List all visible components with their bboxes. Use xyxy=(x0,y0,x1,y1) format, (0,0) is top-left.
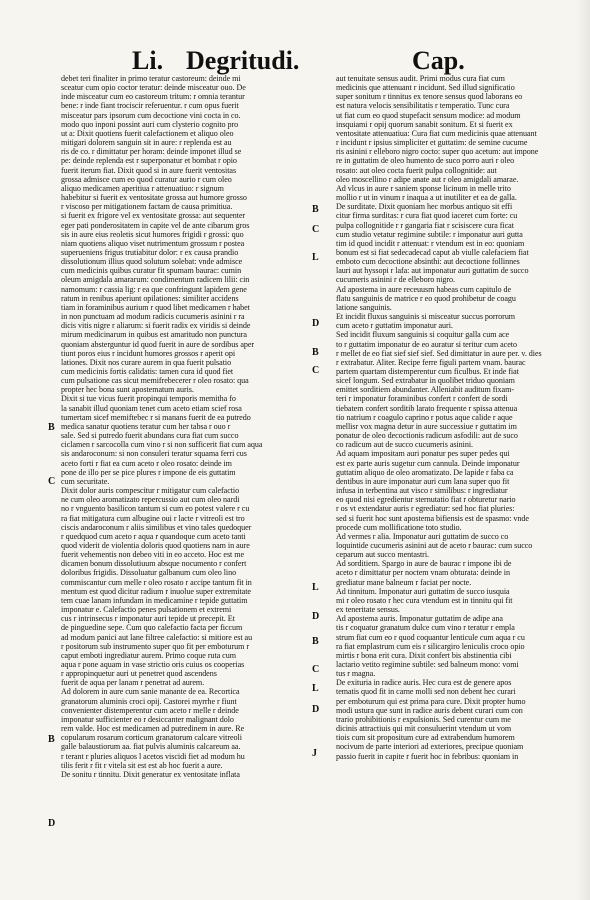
text-line: Dixit si tue vicus fuerit propinqui temporis memitha fo xyxy=(61,394,236,404)
text-line: r extrabatur. Aliter. Recipe ferre figuli partem vnam. baurac xyxy=(336,357,526,367)
text-line: est ex parte auris sugetur cum cannula. Deinde imponatur xyxy=(336,458,520,468)
margin-letter: L xyxy=(312,582,319,593)
text-line: per emboturum qui est prima para cure. Dixit propter humo xyxy=(336,696,526,706)
text-line: namomum: r cassia lig: r ea que confringunt lapidem gene xyxy=(61,284,247,294)
text-line: commiscantur cum melle r oleo rosato r accipe tantum fit in xyxy=(61,577,252,587)
text-line: Ad vermes r alia. Imponatur auri guttatim de succo co xyxy=(336,531,509,541)
text-line: ventositate attenuatiua: Cura fiat cum medicinis quae attenuant xyxy=(336,128,537,138)
text-line: mi r oleo rosato r hec cura vtendum est in tinnitu qui fit xyxy=(336,595,513,605)
text-line: ex teneritate sensus. xyxy=(336,605,400,615)
text-line: ad modum panici aut lane filtree calefactio: si mitiore est au xyxy=(61,632,253,642)
text-line: aceto r dimittatur per noctem vnam obturata: deinde in xyxy=(336,568,510,578)
text-line: sale. Sed si putredo fuerit abundans cura fiat cum succo xyxy=(61,431,239,441)
text-line: copularum rosarum corticum granatorum calcare vitreoli xyxy=(61,733,242,743)
text-line: Ad dolorem in aure cum sanie manante de ea. Recortica xyxy=(61,687,240,697)
text-line: r incidunt r ipsius simpliciter et guttatim: de semine cucume xyxy=(336,138,528,148)
text-line: mellisr vox magna detur in aure successiue r guttatim im xyxy=(336,421,517,431)
text-line: quod viderit de violentia doloris quod quotiens nam in aure xyxy=(61,540,250,550)
text-line: aut tenuitate sensus audit. Primi modus cura fiat cum xyxy=(336,74,505,83)
text-line: rosato: aut oleo cocta fuerit pulpa collognitide: aut xyxy=(336,165,497,175)
text-line: r appropinquetur auri ut penetret quod ascendens xyxy=(61,669,217,679)
text-line: doloribus frigidis. Dissoluatur galbanum cum oleo lino xyxy=(61,568,237,578)
text-line: super sonitum r tinnitus ex tenore sensus quod laborans eo xyxy=(336,92,523,102)
text-line: aqua r pone aquam in vase strictio oris cuius os cooperias xyxy=(61,660,245,669)
margin-letter: C xyxy=(48,476,56,487)
text-line: Ad apostema in aure receuusm habeas cum capitulo de xyxy=(336,284,511,294)
text-line: pe: deinde replenda est r superponatur et bombat r opio xyxy=(61,156,237,166)
text-line: r mellet de eo fiat sief sief sief. Sed dimittatur in aure per. v. dies xyxy=(336,348,542,358)
text-line: lationes. Dixit nos curare aurem in qua fuerit pulsatio xyxy=(61,357,232,367)
text-line: medicinis que attenuant r incidunt. Sed illud significatio xyxy=(336,83,515,93)
text-line: sceatur cum opio coctor teratur: deinde misceatur ouo. De xyxy=(61,83,246,93)
text-line: Et incidit fluxus sanguinis si misceatur succus porrorum xyxy=(336,312,516,322)
text-line: galle balaustiorum aa. fiat pulvis aluminis calcareum aa. xyxy=(61,742,241,752)
text-line: inde misceatur cum eo castoreum tritum: r omnia terantur xyxy=(61,92,245,102)
text-line: procede cum mollificatione toto studio. xyxy=(336,522,462,532)
text-line: cum securitate. xyxy=(61,476,110,486)
text-line: trario prohibitionis r expulsionis. Sed curentur cum me xyxy=(336,714,511,724)
text-line: De exituria in radice auris. Hec cura est de genere apos xyxy=(336,678,512,688)
text-line: tim id quod incidit r attenuat: r vtendum est in eo: quoniam xyxy=(336,238,525,248)
text-line: mentum est quod dicitur radium r inuolue super extremitate xyxy=(61,586,251,596)
text-line: la sanabit illud quoniam tenet cum aceto etiam scief rosa xyxy=(61,403,242,413)
margin-letter: C xyxy=(312,664,320,675)
text-line: niam quotiens aliquo viset nutrimentum grossum r postea xyxy=(61,238,245,248)
text-line: cus r intrinsecus r imponatur auri tepide ut precepit. Et xyxy=(61,614,235,624)
text-line: tem cuae lanam infundam in medicamine r tepide guttatim xyxy=(61,595,248,605)
text-line: aceto forti r fiat ea cum aceto r oleo rosato: deinde im xyxy=(61,458,232,468)
text-line: si fuerit ex frigore vel ex ventositate grossa: aut sequenter xyxy=(61,211,246,221)
text-line: sis in aure eius reoletis sicut humores frigidi r grossi: quo xyxy=(61,229,244,239)
text-line: mirtis r bona erit cura. Dixit confert bis abstinentia cibi xyxy=(336,650,512,660)
text-line: sis andaroconum: si non consuleri teratur squama ferri cus xyxy=(61,449,247,459)
margin-letter: C xyxy=(312,365,320,376)
text-line: cum pulsatione cas sicut memifrebecerer r oleo rosato: qua xyxy=(61,376,249,386)
text-line: Ad sorditiem. Spargo in aure de baurac r impone ibi de xyxy=(336,559,512,569)
text-line: infusa in terbentina aut visco r similibus: r ingrediatur xyxy=(336,486,508,496)
text-line: est natura velocis sensibilitatis r temperatio. Tunc cura xyxy=(336,101,510,111)
text-line: fuerit vehementis non debeo viti in eo acceto. Hoc est me xyxy=(61,550,245,560)
text-line: co radicum aut de succo cucumeris asinini. xyxy=(336,440,474,450)
text-line: ciclamen r sarcocolla cum vino r si non sufficerit fiat cum aqua xyxy=(61,440,263,450)
margin-letter: B xyxy=(48,422,55,433)
text-line: ratum in renibus aperiunt opilationes: similiter accidens xyxy=(61,293,239,303)
text-line: r viscoso per mitigationem factam de causa primitiua. xyxy=(61,202,233,212)
text-line: passio fuerit in capite r fuerit hoc in febribus: quoniam in xyxy=(336,751,519,761)
text-line: Ad aquam impositam auri ponatur pes super pedes qui xyxy=(336,449,510,459)
text-line: bene: r inde fiant trociscir referuentur. r cum opus fuerit xyxy=(61,101,239,111)
text-line: mitigari dolorem sanguin sit in aure: r replenda est au xyxy=(61,138,232,148)
right-text-column xyxy=(336,74,558,894)
margin-letter: B xyxy=(48,734,55,745)
margin-letter: D xyxy=(48,818,56,829)
text-line: aliquo medicamen aperitiua r attenuatiuo: r signum xyxy=(61,183,224,193)
text-line: r positorum sub instrumento super quo fit per emboturum r xyxy=(61,641,250,651)
text-line: tis r coquatur granatum dulce cum vino r teratur r empla xyxy=(336,623,515,633)
header-book-number: Li. xyxy=(132,46,164,75)
text-line: ne cum oleo aromatizato repercussio aut cum oleo nardi xyxy=(61,495,240,505)
text-line: dicinis attractiuis qui mit consuluerint vtendum ut vom xyxy=(336,724,512,734)
margin-letter: B xyxy=(312,347,319,358)
text-line: nocivum de parte interiori ad exteriores, precipue quoniam xyxy=(336,742,524,752)
text-line: ut a: Dixit quotiens fuerit calefactionem et aliquo oleo xyxy=(61,128,234,138)
text-line: ris de co. r dimittatur per horam: deinde imponet illud se xyxy=(61,147,242,157)
text-line: flatu sanguinis de matrice r eo quod prohibetur de coagu xyxy=(336,293,516,303)
text-line: ut fiat cum eo quod stupefacit sensum modice: ad modum xyxy=(336,110,521,120)
text-line: Ad tinnitum. Imponatur auri guttatim de succo iusquia xyxy=(336,586,510,596)
text-line: cum medicinis fortis calidatis: tamen cura id quod fiet xyxy=(61,367,234,376)
text-line: tematis quod fit in carne molli sed non debent hec curari xyxy=(336,687,516,697)
text-line: latione sanguinis. xyxy=(336,302,392,312)
text-line: ceparum aut succo mentastri. xyxy=(336,550,429,560)
text-line: citur firma surditas: r cura fiat quod iaceret cum forte: cu xyxy=(336,211,518,221)
margin-letter: J xyxy=(312,748,317,759)
text-line: re in guttatim de oleo humento de suco porro auri r oleo xyxy=(336,156,515,166)
text-line: ciscis andaroconum r aliis similibus et vino tales quedoquer xyxy=(61,522,252,532)
text-line: modo quo inponi possint auri cum clysterio cognito pro xyxy=(61,119,239,129)
margin-letter: L xyxy=(312,252,319,263)
text-line: dentibus in aure imponatur auri cum lana super quo fit xyxy=(336,476,510,486)
text-line: Sed incidit fluxum sanguinis si coquitur galla cum ace xyxy=(336,330,510,340)
text-line: dissolutionum illius quod solutum solebat: vnde admisce xyxy=(61,257,243,267)
text-line: ra fiat emplastrum cum eis r silicargiro leniculis croco opio xyxy=(336,641,525,651)
text-line: medica sanatur quotiens teratur cum her tabsa r ouo r xyxy=(61,421,231,431)
text-line: ponatur de oleo decoctionis radicum asfodili: aut de suco xyxy=(336,431,518,441)
header-chapter: Cap. xyxy=(412,46,465,75)
text-line: rem valde. Hoc est medicamen ad putredinem in aure. Re xyxy=(61,724,245,734)
page-edge-shadow xyxy=(576,0,590,900)
text-line: misceatur pars ipsorum cum decoctione vini cocta in co. xyxy=(61,110,241,120)
text-line: habebitur si fuerit ex ventositate grossa aut humore grosso xyxy=(61,193,247,203)
text-line: modi ustura que sunt in radice auris debent curari cum con xyxy=(336,705,523,715)
margin-letter: B xyxy=(312,204,319,215)
text-line: emboto cum decoctione absinthi: aut decoctione follinnes xyxy=(336,257,520,267)
text-line: partem quartam distemperentur cum ficulbus. Et inde fiat xyxy=(336,367,519,376)
text-line: sed si fuerit hoc sunt apostema bifiensis est de spasmo: vnde xyxy=(336,513,529,523)
text-line: emittet sorditiem abundanter. Alleniabit auditum fixam- xyxy=(336,385,514,395)
text-line: debet teri finaliter in primo teratur castoreum: deinde mi xyxy=(61,74,241,83)
text-line: r os vt extendatur auris r egrediatur: sed hoc fiat pluries: xyxy=(336,504,515,514)
text-line: Dixit dolor auris compescitur r mitigatur cum calefactio xyxy=(61,486,240,496)
text-line: grossa admisce cum eo quod curatur aurio r cum oleo xyxy=(61,174,232,184)
text-line: cum medicinis quibus curatur fit spumam baurac: cumin xyxy=(61,266,242,276)
text-line: r terant r pluries aliquos l acetos viscidi fiet ad modum hu xyxy=(61,751,245,761)
header-title: Degritudi. xyxy=(186,46,300,75)
text-line: convenienter distemperentur cum aceto r melle r deinde xyxy=(61,705,239,715)
text-line: tilis ferit r fit r vitela sit est est ab hoc fuerit a aure. xyxy=(61,760,223,770)
text-line: dicis vitis nigre r aliarum: si fuerit radix ex viridis si deinde xyxy=(61,321,251,331)
margin-letter: B xyxy=(312,636,319,647)
text-line: imponatur e. Calefactio penes pulsationem et extremi xyxy=(61,605,232,615)
text-line: to r guttatim imponatur de eo auratur si teritur cum aceto xyxy=(336,339,517,349)
text-line: grediatur mane balneum r faciat per nocte. xyxy=(336,577,472,587)
text-line: ris asinini r elleboro nigro cocto: super quo acetum: aut impone xyxy=(336,147,539,157)
text-line: insquiami r opij quorum sanabit sonitum. Et si fuerit ex xyxy=(336,119,513,129)
text-line: lauri aut hyssopi r lafa: aut imponatur auri guttatim de succo xyxy=(336,266,529,276)
text-line: tus r magna. xyxy=(336,669,376,679)
text-line: fuerit de aqua per lanam r penetrat ad aurem. xyxy=(61,678,205,688)
text-line: imponatur sufficienter eo r desiccanter malignant dolo xyxy=(61,714,234,724)
text-line: loquintide cucumeris asinini aut de aceto r baurac: cum succo xyxy=(336,540,533,550)
text-line: bonum est si fiat sedecadecad caput ab viulle calefaciem fiat xyxy=(336,247,529,257)
text-line: tiebatem confert sorditib larato frequente r spissa attenua xyxy=(336,403,518,413)
text-line: teri r imponatur foraminibus confert r confert de sordi xyxy=(336,394,508,404)
text-line: tiunt poros eius r incidunt humores grossos r aperit opi xyxy=(61,348,236,358)
text-line: tiam in foraminibus aurium r quod libet medicamen r habet xyxy=(61,302,250,312)
text-line: mollio r ut in vinum r inaqua a ut inutiliter et ea de galla. xyxy=(336,193,517,203)
text-line: caput emboti ingrediatur aurem. Primo coque ruta cum xyxy=(61,650,236,660)
text-line: oleum amigdala amararum: condimentum radicem lilii: cin xyxy=(61,275,250,285)
text-line: de pinguedine sepe. Cum quo calefactio facta per ficcum xyxy=(61,623,243,633)
text-line: propter hec bona sunt apostematum auris. xyxy=(61,385,194,395)
text-line: tumertam sicef memiftebec r si manans fuerit de ea putredo xyxy=(61,412,251,422)
text-line: pone de illo per se pice plures r impone de eis guttatim xyxy=(61,467,236,477)
text-line: superueniens frigus trutiabitur dolor: r ex causa prandio xyxy=(61,247,239,257)
text-line: lactario vetito regimine subtile: sed balneum mono: vomi xyxy=(336,660,519,669)
text-line: De sonitu r tinnitu. Dixit generatur ex ventositate inflata xyxy=(61,769,240,779)
text-line: cum studio vetatur regimine subtile: r imponatur auri gutta xyxy=(336,229,523,239)
text-line: strum fiat cum eo r quod coquantur lenticule cum aqua r cu xyxy=(336,632,525,642)
text-line: in non punctuam ad modum radicis cucumeris asinini r ra xyxy=(61,312,245,322)
text-line: De surditate. Dixit quoniam hec morbus antiquo sit effi xyxy=(336,202,513,212)
margin-letter: L xyxy=(312,683,319,694)
text-line: eo quod nisi egredientur sternutatio fiat r obturetur nario xyxy=(336,495,516,505)
text-line: oleo moscellino r adipe anate aut r oleo amigdali amarae. xyxy=(336,174,519,184)
text-line: pulpa collognitide r r gangaria fiat r scisiscere cura ficat xyxy=(336,220,514,230)
text-line: Ad vlcus in aure r saniem sponse licinum in melle trito xyxy=(336,183,511,193)
text-line: sicef longum. Sed extrabatur in quolibet triduo quoniam xyxy=(336,376,515,386)
text-line: ra fiat mitigatura cum albugine oui r lacte r vitreoli est tro xyxy=(61,513,245,523)
text-line: no r vnguento basilicon tantum si cum eo potest valere r cu xyxy=(61,504,250,514)
left-text-column xyxy=(61,74,285,894)
text-line: guttatim aliquo de oleo aromatizato. De lapide r faba ca xyxy=(336,467,514,477)
margin-letter: D xyxy=(312,611,320,622)
text-line: dicamen bonum dissolutiuum absque nocumento r confert xyxy=(61,559,247,569)
margin-letter: D xyxy=(312,704,320,715)
text-line: quoniam absterguntur id quod fuerit in aure de sordibus aper xyxy=(61,339,255,349)
text-line: granatorum aluminis croci opij. Castorei myrrhe r fiunt xyxy=(61,696,237,706)
text-line: mirum medicinarum in quibus est amaritudo non punctura xyxy=(61,330,247,340)
text-line: tio natrium r coagulo caprino r potus aque calide r aque xyxy=(336,412,513,422)
text-line: r quedquod cum aceto r aqua r quandoque cum aceto tanti xyxy=(61,531,246,541)
text-line: fuerit iterum fiat. Dixit quod si in aure fuerit ventositas xyxy=(61,165,237,175)
text-line: Ad apostema auris. Imponatur guttatim de adipe ana xyxy=(336,614,503,624)
text-line: tiois cum sit propositum cure ad extrabendum humorem xyxy=(336,733,515,743)
margin-letter: C xyxy=(312,224,320,235)
text-line: cum aceto r guttatim imponatur auri. xyxy=(336,321,453,331)
text-line: cucumeris asinini r de elleboro nigro. xyxy=(336,275,456,285)
text-line: eger pati ponderositatem in capite vel de ante cibarum gros xyxy=(61,220,250,230)
margin-letter: D xyxy=(312,318,320,329)
